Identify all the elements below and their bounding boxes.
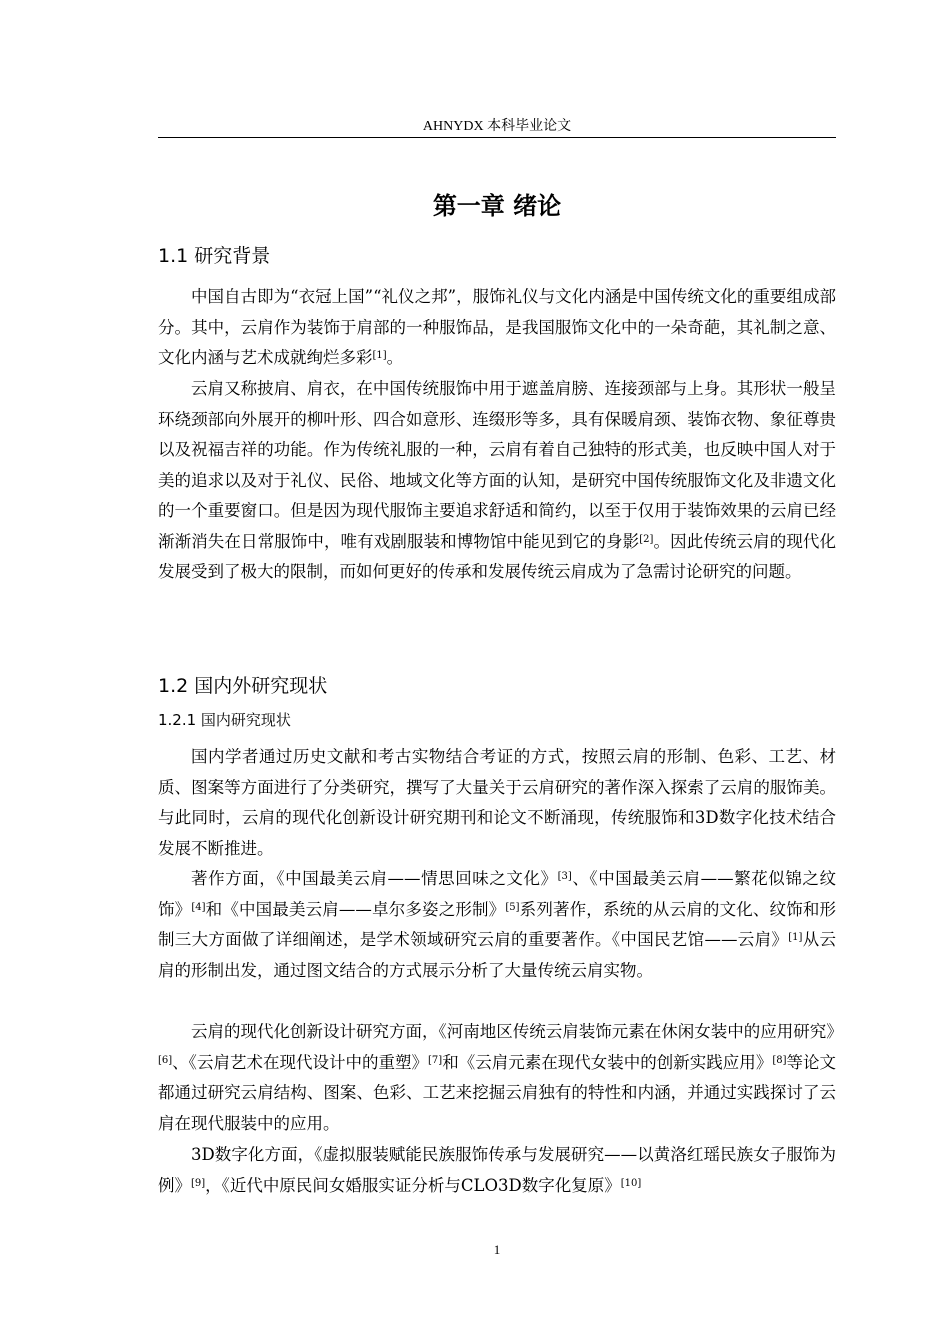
section-heading-1-2: 1.2 国内外研究现状 [158,675,328,697]
citation-ref[interactable]: [4] [191,901,206,913]
citation-ref[interactable]: [7] [428,1054,443,1066]
citation-ref[interactable]: [8] [772,1054,787,1066]
paragraph-text: 系列著作，系统的从云肩的文化、纹饰和形制三大方面做了详细阐述，是学术领域研究云肩的重要著作。《中国民艺馆——云肩》 [158,899,837,949]
paragraph-text: 中国自古即为“衣冠上国”“礼仪之邦”，服饰礼仪与文化内涵是中国传统文化的重要组成部分。其中，云肩作为装饰于肩部的一种服饰品，是我国服饰文化中的一朵奇葩，其礼制之意、文化内涵与艺术成就绚烂多彩 [158,287,836,367]
running-header: AHNYDX 本科毕业论文 [422,119,572,134]
paragraph-text: 云肩的现代化创新设计研究方面，《河南地区传统云肩装饰元素在休闲女装中的应用研究》 [191,1022,843,1041]
citation-ref[interactable]: [9] [191,1177,206,1189]
paragraph-text: ，《近代中原民间女婚服实证分析与CLO3D数字化复原》 [205,1175,621,1195]
paragraph-text: 。因此传统云肩的现代化发展受到了极大的限制，而如何更好的传承和发展传统云肩成为了急需讨论研究的问题。 [158,531,837,581]
paragraph-text: 、《云肩艺术在现代设计中的重塑》 [172,1052,429,1072]
citation-ref[interactable]: [3] [557,871,572,882]
paragraph-text: 、《中国最美云肩——繁花似锦之纹饰》 [158,869,837,919]
citation-ref[interactable]: [5] [505,901,520,913]
paragraph-3d-digital [158,1140,836,1201]
paragraph-domestic-overview [158,742,836,864]
section-heading-1-2-1: 1.2.1 国内研究现状 [158,711,291,729]
paragraph-text: 著作方面，《中国最美云肩——情思回味之文化》 [191,869,558,888]
section-heading-1-1: 1.1 研究背景 [158,245,271,267]
chapter-title: 第一章 绪论 [432,192,562,220]
paragraph-text: 国内学者通过历史文献和考古实物结合考证的方式，按照云肩的形制、色彩、工艺、材质、图案等方面进行了分类研究，撰写了大量关于云肩研究的著作深入探索了云肩的服饰美。与此同时，云肩的现代化创新设计研究期刊和论文不断涌现，传统服饰和3D数字化技术结合发展不断推进。 [158,747,836,858]
paragraph-text: 。 [386,348,404,367]
paragraph-text: 和《云肩元素在现代女装中的创新实践应用》 [442,1052,773,1072]
paragraph-text: 云肩又称披肩、肩衣，在中国传统服饰中用于遮盖肩膀、连接颈部与上身。其形状一般呈环绕颈部向外展开的柳叶形、四合如意形、连缀形等多，具有保暖肩颈、装饰衣物、象征尊贵以及祝福吉祥的功能。作为传统礼服的一种，云肩有着自己独特的形式美，也反映中国人对于美的追求以及对于礼仪、民俗、地域文化等方面的认知，是研究中国传统服饰文化及非遗文化的一个重要窗口。但是因为现代服饰主要追求舒适和简约，以至于仅用于装饰效果的云肩已经渐渐消失在日常服饰中，唯有戏剧服装和博物馆中能见到它的身影 [158,379,836,551]
citation-ref[interactable]: [10] [620,1177,642,1189]
page-number: 1 [493,1242,501,1257]
paragraph-background-1 [158,282,836,374]
paragraph-text: 3D数字化方面，《虚拟服装赋能民族服饰传承与发展研究——以黄洛红瑶民族女子服饰为例》 [158,1145,836,1195]
header-divider [158,137,836,138]
paragraph-text: 和《中国最美云肩——卓尔多姿之形制》 [205,899,506,919]
citation-ref[interactable]: [6] [158,1054,173,1066]
paragraph-text: 从云肩的形制出发，通过图文结合的方式展示分析了大量传统云肩实物。 [158,930,837,980]
paragraph-text: 等论文都通过研究云肩结构、图案、色彩、工艺来挖掘云肩独有的特性和内涵，并通过实践探讨了云肩在现代服装中的应用。 [158,1052,837,1133]
paragraph-modern-design [158,1017,843,1139]
paragraph-books [158,864,836,986]
citation-ref[interactable]: [1] [372,350,387,361]
citation-ref[interactable]: [2] [639,533,654,545]
paragraph-background-2 [158,374,836,588]
citation-ref[interactable]: [1] [788,932,803,943]
